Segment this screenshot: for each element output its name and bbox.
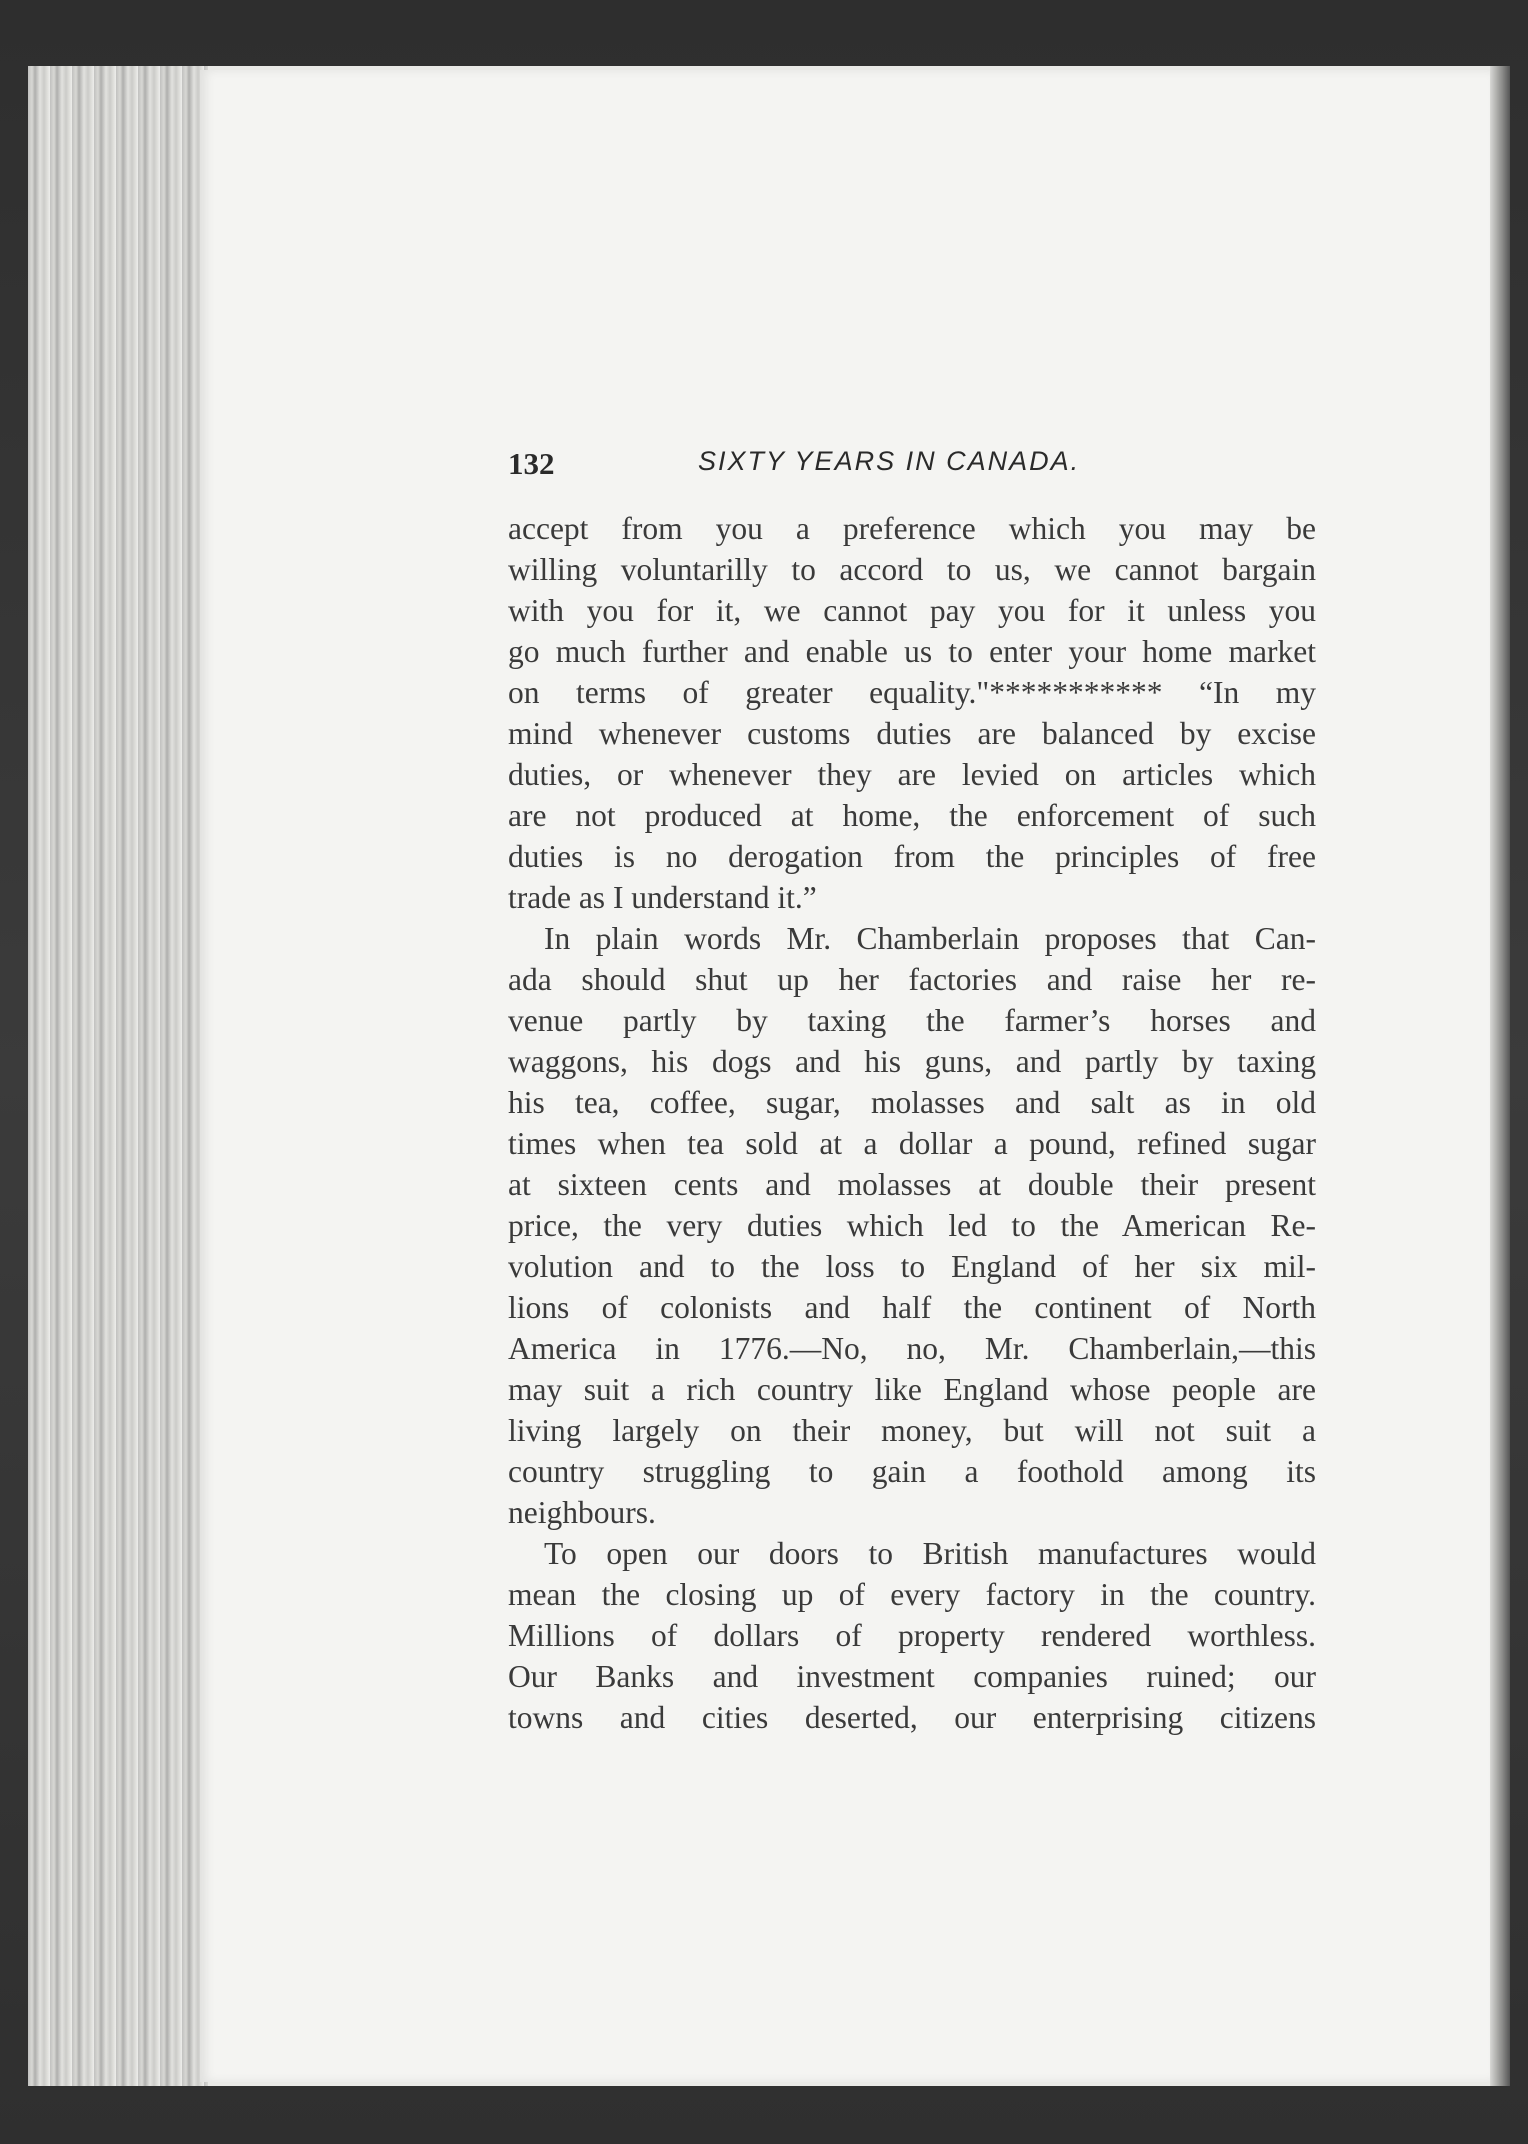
page-edges — [28, 66, 208, 2086]
text-line: at sixteen cents and molasses at double their present — [508, 1167, 1316, 1202]
text-line: times when tea sold at a dollar a pound, refined sugar — [508, 1126, 1316, 1161]
text-line: duties is no derogation from the principles of free — [508, 839, 1316, 874]
text-line: volution and to the loss to England of her six mil- — [508, 1249, 1316, 1284]
text-line: country struggling to gain a foothold among its — [508, 1454, 1316, 1489]
text-line: lions of colonists and half the continent of North — [508, 1290, 1316, 1325]
text-line: duties, or whenever they are levied on articles which — [508, 757, 1316, 792]
text-line: on terms of greater equality."*********** “In my — [508, 675, 1316, 710]
text-line: To open our doors to British manufactures would — [544, 1536, 1316, 1571]
paragraph — [508, 508, 1316, 918]
text-line: In plain words Mr. Chamberlain proposes that Can- — [544, 921, 1316, 956]
text-line: waggons, his dogs and his guns, and partly by taxing — [508, 1044, 1316, 1079]
text-line: ada should shut up her factories and raise her re- — [508, 962, 1316, 997]
text-line: America in 1776.—No, no, Mr. Chamberlain,—this — [508, 1331, 1316, 1366]
text-line: his tea, coffee, sugar, molasses and salt as in old — [508, 1085, 1316, 1120]
text-line: mind whenever customs duties are balanced by excise — [508, 716, 1316, 751]
text-line: price, the very duties which led to the American Re- — [508, 1208, 1316, 1243]
page-number: 132 — [508, 446, 555, 481]
text-line: venue partly by taxing the farmer’s horses and — [508, 1003, 1316, 1038]
text-line: neighbours. — [508, 1495, 656, 1530]
paragraph — [508, 1533, 1316, 1738]
text-line: Millions of dollars of property rendered worthless. — [508, 1618, 1316, 1653]
body-text — [508, 508, 1316, 1738]
running-title: SIXTY YEARS IN CANADA. — [698, 446, 1081, 476]
text-line: Our Banks and investment companies ruined; our — [508, 1659, 1316, 1694]
text-line: towns and cities deserted, our enterprising citizens — [508, 1700, 1316, 1735]
text-line: may suit a rich country like England whose people are — [508, 1372, 1316, 1407]
text-line: are not produced at home, the enforcement of such — [508, 798, 1316, 833]
text-line: living largely on their money, but will not suit a — [508, 1413, 1316, 1448]
text-line: trade as I understand it.” — [508, 880, 817, 915]
text-line: accept from you a preference which you may be — [508, 511, 1316, 546]
text-line: willing voluntarilly to accord to us, we cannot bargain — [508, 552, 1316, 587]
text-line: mean the closing up of every factory in the country. — [508, 1577, 1316, 1612]
text-line: with you for it, we cannot pay you for it unless you — [508, 593, 1316, 628]
text-line: go much further and enable us to enter your home market — [508, 634, 1316, 669]
page-header — [508, 446, 1324, 490]
paragraph — [508, 918, 1316, 1533]
right-page-edge — [1490, 66, 1510, 2086]
